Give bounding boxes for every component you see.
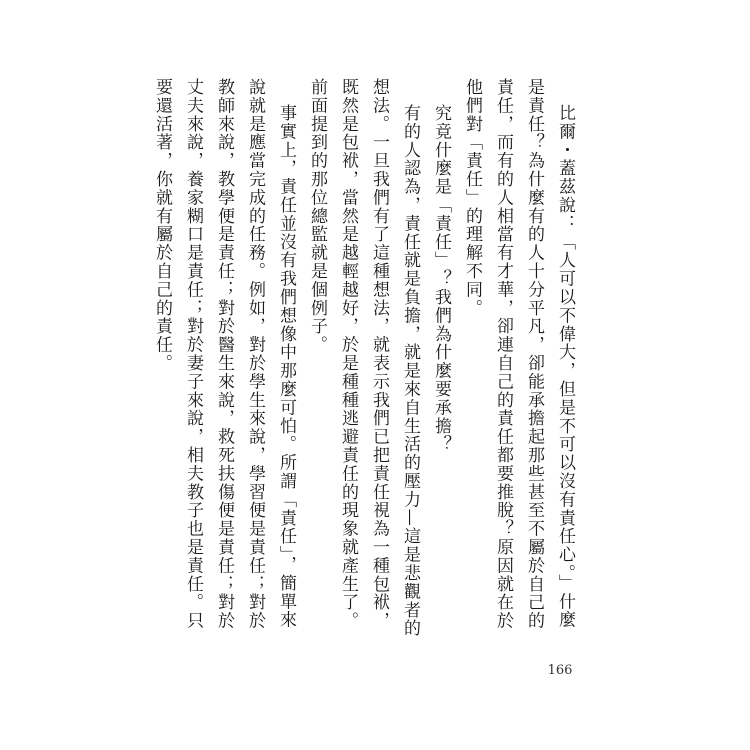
paragraph-1: 比爾・蓋茲說：「人可以不偉大，但是不可以沒有責任心。」什麼是責任？為什麼有的人十分平凡，卻能承擔起那些甚至不屬於自己的責任，而有的人相當有才華，卻連自己的責任都要推脫？原因就在於他們對「責任」的理解不同。	[462, 78, 575, 630]
paragraph-3: 有的人認為，責任就是負擔，就是來自生活的壓力—這是悲觀者的想法。一旦我們有了這種想法，就表示我們已把責任視為一種包袱，既然是包袱，當然是越輕越好，於是種種逃避責任的現象就產生了。前面提到的那位總監就是個例子。	[307, 78, 420, 638]
paragraph-2: 究竟什麼是「責任」？我們為什麼要承擔？	[431, 103, 451, 454]
body-text	[152, 78, 580, 638]
paragraph-4: 事實上，責任並沒有我們想像中那麼可怕。所謂「責任」，簡單來說就是應當完成的任務。例如，對於學生來說，學習便是責任；對於教師來說，教學便是責任；對於醫生來說，救死扶傷便是責任；對於丈夫來說，養家糊口是責任；對於妻子來說，相夫教子也是責任。只要還活著，你就有屬於自己的責任。	[152, 78, 296, 630]
page-number: 166	[547, 663, 573, 678]
